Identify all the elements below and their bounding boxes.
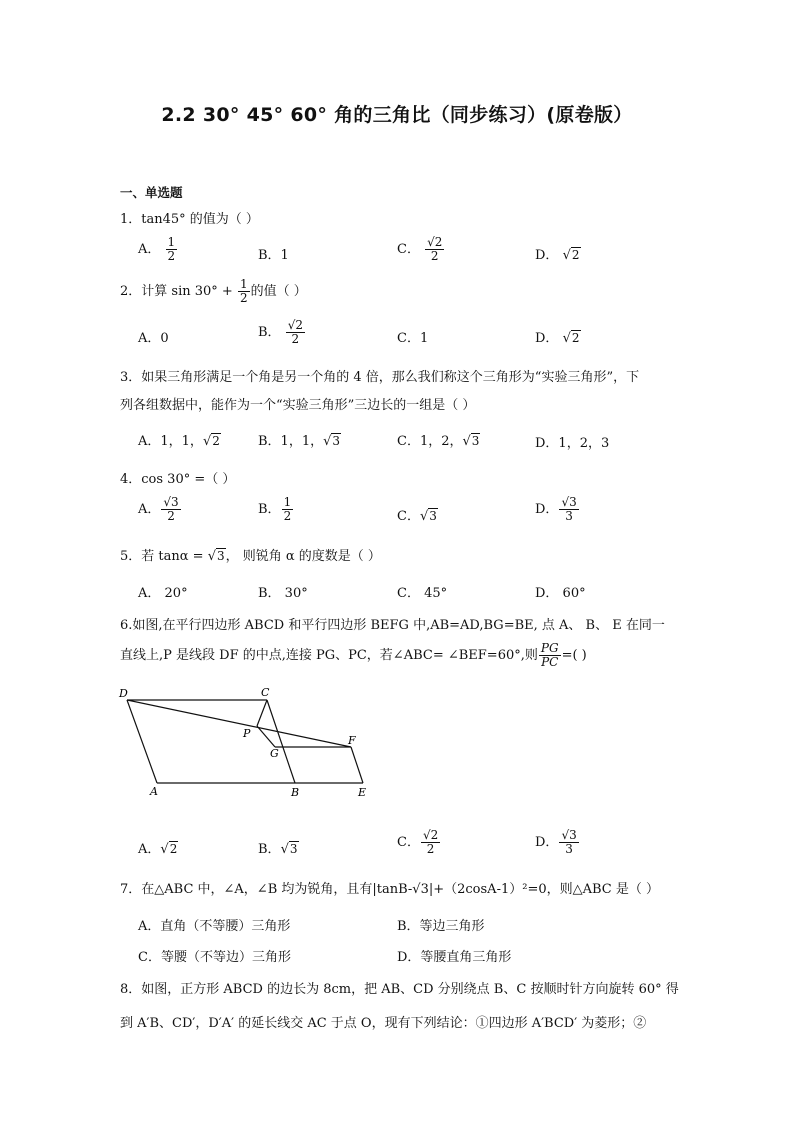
q5-option-d[interactable]: D． 60° [535, 586, 586, 601]
q7-option-a[interactable]: A．直角（不等腰）三角形 [138, 919, 291, 934]
q1-option-c[interactable] [397, 236, 445, 263]
fraction: $\frac{√2}{2}$ [287, 318, 303, 346]
segment-df [127, 700, 351, 747]
label-b: B [291, 786, 300, 799]
option-label: B． [258, 325, 281, 340]
option-label: A． [138, 242, 161, 257]
question-3-line2: 列各组数据中，能作为一个“实验三角形”三边长的一组是（ ） [120, 398, 476, 413]
label-f: F [348, 734, 356, 747]
fraction: $\frac{1}{2}$ [167, 235, 176, 263]
q3-option-c[interactable]: C．1，2，√3 [397, 434, 480, 449]
label-e: E [358, 786, 367, 799]
sqrt: √2 [562, 248, 580, 263]
fraction: $\frac{√2}{2}$ [427, 235, 443, 263]
label-p: P [243, 727, 251, 740]
geometry-figure [115, 684, 375, 800]
question-5: 5．若 tanα = √3， 则锐角 α 的度数是（ ） [120, 549, 381, 564]
q1-option-b[interactable]: B．1 [258, 248, 289, 263]
option-label: D． [535, 331, 559, 346]
option-label: D． [535, 248, 559, 263]
q4-option-b[interactable]: B． $\frac{1}{2}$ [258, 495, 292, 523]
q7-option-b[interactable]: B．等边三角形 [397, 919, 485, 934]
question-8-line2: 到 A′B、CD′，D′A′ 的延长线交 AC 于点 O，现有下列结论：①四边形 A′BCD′ 为菱形；② [120, 1016, 647, 1031]
q4-option-c[interactable]: C．√3 [397, 509, 437, 524]
question-1: 1．tan45° 的值为（ ） [120, 212, 259, 227]
question-2: 2．计算 sin 30° + $\frac{1}{2}$ 的值（ ） [120, 277, 307, 305]
segment-cp [257, 700, 267, 726]
question-7: 7．在△ABC 中，∠A，∠B 均为锐角，且有|tanB-√3|+（2cosA-1）²=0，则△ABC 是（ ） [120, 882, 659, 897]
label-g: G [270, 747, 279, 760]
q1-option-d[interactable] [535, 244, 581, 263]
q6-option-d[interactable]: D． $\frac{√3}{3}$ [535, 828, 577, 856]
q2-option-b[interactable] [258, 319, 306, 346]
q2-option-d[interactable] [535, 327, 581, 346]
q3-option-d[interactable]: D．1，2，3 [535, 436, 610, 451]
q2-option-a[interactable]: A．0 [138, 331, 169, 346]
q5-option-c[interactable]: C． 45° [397, 586, 448, 601]
segment-fe [351, 747, 363, 783]
label-c: C [261, 686, 270, 699]
q4-option-a[interactable]: A． $\frac{√3}{2}$ [138, 495, 179, 523]
q3-option-b[interactable]: B．1，1，√3 [258, 434, 341, 449]
question-3-line1: 3．如果三角形满足一个角是另一个角的 4 倍，那么我们称这个三角形为“实验三角形”，下 [120, 370, 640, 385]
q4-option-d[interactable]: D． $\frac{√3}{3}$ [535, 495, 577, 523]
q6-option-c[interactable]: C． $\frac{√2}{2}$ [397, 828, 439, 856]
q5-option-b[interactable]: B． 30° [258, 586, 308, 601]
sqrt: √2 [562, 331, 580, 346]
section-heading: 一、单选题 [120, 185, 183, 200]
q2-option-c[interactable]: C．1 [397, 331, 429, 346]
q7-option-c[interactable]: C．等腰（不等边）三角形 [138, 950, 291, 965]
q5-option-a[interactable]: A． 20° [138, 586, 188, 601]
question-6-line1: 6.如图,在平行四边形 ABCD 和平行四边形 BEFG 中,AB=AD,BG=BE, 点 A、 B、 E 在同一 [120, 618, 665, 633]
label-d: D [119, 687, 128, 700]
label-a: A [150, 785, 158, 798]
option-label: C． [397, 242, 420, 257]
question-4: 4．cos 30° =（ ） [120, 472, 236, 487]
question-8-line1: 8．如图，正方形 ABCD 的边长为 8cm，把 AB、CD 分别绕点 B、C 按顺时针方向旋转 60° 得 [120, 982, 679, 997]
q6-option-a[interactable]: A．√2 [138, 842, 178, 857]
q3-option-a[interactable]: A．1，1，√2 [138, 434, 220, 449]
question-6-line2: 直线上,P 是线段 DF 的中点,连接 PG、PC，若∠ABC= ∠BEF=60°,则 $\frac{PG}{PC}$ =( ) [120, 641, 587, 669]
q7-option-d[interactable]: D．等腰直角三角形 [397, 950, 512, 965]
page-title: 2.2 30° 45° 60° 角的三角比（同步练习）(原卷版） [161, 104, 633, 126]
segment-da [127, 700, 157, 783]
segment-cb [267, 700, 295, 783]
q6-option-b[interactable]: B．√3 [258, 842, 298, 857]
q1-option-a[interactable] [138, 236, 178, 263]
